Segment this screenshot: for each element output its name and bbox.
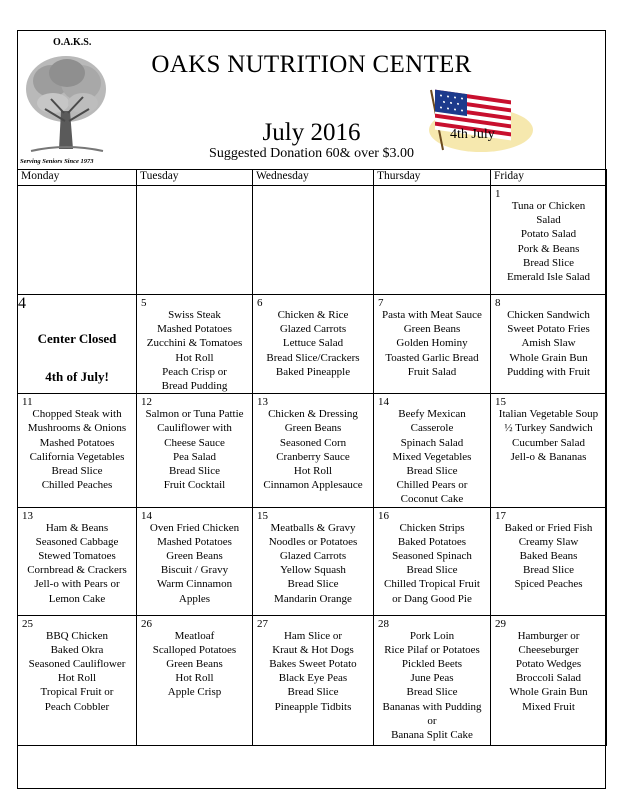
menu-item: Jell-o & Bananas [510, 450, 587, 463]
day-number: 11 [22, 396, 33, 409]
menu-item: Cranberry Sauce [276, 450, 350, 463]
day-cell [18, 295, 137, 394]
menu-item: Bread Slice [168, 465, 220, 478]
menu-item: Mashed Potatoes [157, 535, 232, 548]
menu-item: Kraut & Hot Dogs [272, 643, 354, 656]
menu-item: Zucchini & Tomatoes [146, 337, 243, 350]
day-number: 25 [22, 617, 33, 630]
menu-items [18, 508, 136, 606]
menu-item: Lettuce Salad [282, 337, 344, 350]
menu-item: Cheeseburger [518, 643, 579, 656]
menu-item: ½ Turkey Sandwich [504, 422, 593, 435]
day-cell [253, 186, 374, 295]
day-cell [137, 507, 253, 615]
menu-item: Stewed Tomatoes [38, 550, 116, 563]
donation-note: Suggested Donation 60& over $3.00 [209, 146, 414, 161]
menu-items [137, 295, 252, 393]
menu-items [491, 295, 606, 379]
day-cell [374, 615, 491, 745]
menu-item: Tropical Fruit or [40, 686, 114, 699]
day-number: 13 [257, 396, 268, 409]
menu-item: Chilled Peaches [41, 479, 113, 492]
menu-item: June Peas [410, 672, 454, 685]
day-cell [491, 394, 607, 507]
menu-items [491, 186, 606, 284]
menu-item: Fruit Salad [407, 365, 457, 378]
menu-item: Golden Hominy [396, 337, 468, 350]
menu-items [137, 186, 252, 199]
day-number: 8 [495, 297, 501, 309]
menu-item: Oven Fried Chicken [149, 521, 240, 534]
menu-item: Pork Loin [409, 629, 455, 642]
menu-item: Biscuit / Gravy [160, 564, 229, 577]
menu-item: or Dang Good Pie [392, 592, 472, 605]
day-number: 27 [257, 617, 268, 630]
week-row [18, 295, 607, 394]
closed-text: 4th of July! [45, 369, 109, 384]
week-row [18, 615, 607, 745]
weekday-friday: Friday [491, 170, 607, 186]
day-cell [491, 507, 607, 615]
menu-item: Scalloped Potatoes [152, 643, 237, 656]
menu-item: Hot Roll [175, 672, 214, 685]
menu-item: Cucumber Salad [511, 436, 585, 449]
menu-item: Hot Roll [175, 351, 214, 364]
menu-item: Chilled Tropical Fruit [384, 578, 480, 591]
menu-item: Baked Okra [50, 643, 104, 656]
menu-item: Mushrooms & Onions [27, 422, 127, 435]
menu-items [18, 394, 136, 492]
menu-item: Creamy Slaw [518, 535, 579, 548]
menu-item: Cauliflower with [157, 422, 232, 435]
menu-item: Seasoned Cauliflower [28, 658, 126, 671]
menu-items [253, 508, 373, 606]
menu-item: Mandarin Orange [274, 592, 352, 605]
menu-item: Baked or Fried Fish [504, 521, 593, 534]
menu-item: Pork & Beans [517, 242, 580, 255]
menu-item: Amish Slaw [521, 337, 576, 350]
menu-item: Peach Crisp or [162, 365, 227, 378]
menu-items [253, 186, 373, 199]
menu-item: Cornbread & Crackers [27, 564, 127, 577]
day-cell [374, 186, 491, 295]
menu-item: Pasta with Meat Sauce [382, 309, 482, 321]
day-number: 28 [378, 617, 389, 630]
menu-item: Fruit Cocktail [163, 479, 226, 492]
menu-item: Pineapple Tidbits [274, 700, 352, 713]
week-row [18, 507, 607, 615]
menu-item: Bread Slice [51, 465, 103, 478]
menu-item: Green Beans [284, 422, 342, 435]
menu-items [137, 616, 252, 700]
menu-calendar [17, 169, 607, 746]
day-number: 4 [18, 295, 26, 312]
day-cell [18, 186, 137, 295]
menu-item: Hot Roll [57, 672, 97, 685]
menu-items [374, 186, 490, 199]
menu-item: Chilled Pears or [396, 479, 468, 492]
menu-item: Bread Slice [406, 686, 458, 699]
day-number: 12 [141, 396, 152, 409]
menu-item: Baked Pineapple [275, 365, 351, 378]
menu-item: Baked Beans [519, 550, 578, 563]
menu-item: Chopped Steak with [32, 408, 122, 421]
weekday-tuesday: Tuesday [137, 170, 253, 186]
menu-item: Noodles or Potatoes [268, 535, 358, 548]
menu-item: Bread Slice [522, 256, 574, 269]
day-cell [253, 507, 374, 615]
menu-item: Potato Salad [520, 228, 577, 241]
menu-items [18, 186, 136, 199]
menu-item: Salad [536, 214, 561, 227]
tagline: Serving Seniors Since 1973 [20, 158, 94, 165]
menu-item: Chicken Sandwich [507, 309, 590, 321]
menu-item: Bread Slice/Crackers [266, 351, 360, 364]
menu-item: Lemon Cake [48, 592, 106, 605]
menu-item: Chicken Strips [399, 521, 465, 534]
day-number: 16 [378, 509, 389, 522]
day-cell [491, 186, 607, 295]
menu-item: Seasoned Corn [279, 436, 347, 449]
menu-item: Chicken & Rice [277, 309, 349, 321]
menu-item: Emerald Isle Salad [506, 271, 591, 284]
menu-page [17, 30, 606, 789]
day-number: 14 [141, 509, 152, 522]
menu-item: Bread Slice [287, 686, 339, 699]
menu-item: or [427, 714, 437, 727]
menu-item: Italian Vegetable Soup [498, 408, 599, 421]
menu-item: Toasted Garlic Bread [385, 351, 479, 364]
menu-item: Ham & Beans [45, 521, 109, 534]
menu-item: Bread Pudding [161, 380, 228, 393]
menu-item: Hot Roll [293, 465, 333, 478]
day-number: 26 [141, 617, 152, 630]
menu-item: Glazed Carrots [279, 550, 347, 563]
menu-item: Potato Wedges [515, 658, 582, 671]
month-title: July 2016 [262, 119, 361, 146]
menu-item: Meatballs & Gravy [270, 521, 356, 534]
menu-items [374, 616, 490, 743]
menu-item: Green Beans [403, 323, 461, 336]
menu-item: Broccoli Salad [515, 672, 582, 685]
menu-items [374, 394, 490, 506]
menu-item: Apple Crisp [167, 686, 222, 699]
flag-caption: 4th July [450, 127, 495, 142]
menu-item: Swiss Steak [168, 309, 221, 321]
menu-item: Mashed Potatoes [39, 436, 115, 449]
menu-item: Green Beans [166, 658, 223, 671]
day-cell [374, 295, 491, 394]
menu-item: Chicken & Dressing [268, 408, 358, 421]
menu-item: Sweet Potato Fries [507, 323, 590, 336]
day-number: 7 [378, 297, 384, 309]
org-short-name: O.A.K.S. [53, 37, 92, 48]
menu-items [253, 295, 373, 379]
menu-item: Green Beans [166, 550, 223, 563]
header [18, 31, 605, 169]
menu-item: Beefy Mexican [398, 408, 466, 421]
day-cell [137, 394, 253, 507]
day-number: 13 [22, 509, 33, 522]
menu-item: Peach Cobbler [44, 700, 110, 713]
day-number: 1 [495, 188, 501, 200]
day-cell [374, 394, 491, 507]
day-number: 5 [141, 297, 147, 309]
menu-item: Seasoned Spinach [392, 550, 472, 563]
menu-item: BBQ Chicken [45, 629, 109, 642]
menu-item: Mashed Potatoes [157, 323, 232, 336]
day-cell [137, 615, 253, 745]
menu-items [374, 508, 490, 606]
menu-item: Casserole [410, 422, 454, 435]
menu-item: Pea Salad [172, 450, 217, 463]
menu-item: Hamburger or [517, 629, 580, 642]
menu-item: Yellow Squash [280, 564, 346, 577]
menu-item: Pudding with Fruit [506, 365, 591, 378]
menu-item: Banana Split Cake [391, 729, 473, 742]
menu-item: Mixed Fruit [522, 700, 575, 713]
menu-item: Bananas with Pudding [382, 700, 482, 713]
day-cell [253, 295, 374, 394]
weekday-monday: Monday [18, 170, 137, 186]
menu-items [491, 508, 606, 592]
day-cell [253, 394, 374, 507]
menu-item: Salmon or Tuna Pattie [145, 408, 244, 421]
menu-items [374, 295, 490, 379]
menu-item: Black Eye Peas [278, 672, 348, 685]
menu-items [491, 394, 606, 464]
weekday-wednesday: Wednesday [253, 170, 374, 186]
menu-items [137, 508, 252, 606]
day-cell [491, 615, 607, 745]
menu-item: Mixed Vegetables [392, 450, 472, 463]
menu-item: Glazed Carrots [279, 323, 347, 336]
menu-item: Pickled Beets [401, 658, 463, 671]
day-number: 6 [257, 297, 263, 309]
us-flag-icon [423, 86, 535, 154]
day-cell [137, 295, 253, 394]
day-cell [491, 295, 607, 394]
weekday-thursday: Thursday [374, 170, 491, 186]
day-number: 29 [495, 617, 506, 630]
menu-item: Spinach Salad [400, 436, 464, 449]
weekday-header-row [18, 170, 607, 186]
day-number: 15 [257, 509, 268, 522]
day-cell [253, 615, 374, 745]
menu-item: California Vegetables [29, 450, 125, 463]
day-number: 15 [495, 396, 506, 409]
menu-item: Rice Pilaf or Potatoes [384, 643, 480, 656]
menu-item: Apples [178, 592, 211, 605]
week-row [18, 394, 607, 507]
day-number: 17 [495, 509, 506, 522]
menu-item: Jell-o with Pears or [34, 578, 120, 591]
menu-item: Whole Grain Bun [509, 351, 588, 364]
day-cell [374, 507, 491, 615]
menu-item: Bread Slice [522, 564, 574, 577]
menu-item: Warm Cinnamon [156, 578, 233, 591]
menu-item: Bread Slice [406, 564, 458, 577]
menu-item: Bakes Sweet Potato [269, 658, 357, 671]
day-cell [18, 394, 137, 507]
menu-items [18, 616, 136, 714]
menu-item: Tuna or Chicken [511, 200, 586, 212]
menu-item: Whole Grain Bun [509, 686, 588, 699]
day-cell [18, 615, 137, 745]
menu-item: Cinnamon Applesauce [263, 479, 363, 492]
menu-items [137, 394, 252, 492]
menu-items [253, 394, 373, 492]
menu-item: Cheese Sauce [164, 436, 225, 449]
menu-item: Bread Slice [287, 578, 339, 591]
closed-text [18, 351, 136, 365]
menu-item: Coconut Cake [400, 493, 464, 506]
closed-text: Center Closed [37, 331, 117, 346]
page-title: OAKS NUTRITION CENTER [151, 51, 472, 78]
menu-item: Bread Slice [406, 465, 458, 478]
closed-notice [18, 313, 136, 385]
menu-items [253, 616, 373, 714]
menu-item: Seasoned Cabbage [35, 535, 119, 548]
menu-item: Ham Slice or [283, 629, 343, 642]
day-cell [137, 186, 253, 295]
day-number: 14 [378, 396, 389, 409]
menu-item: Baked Potatoes [397, 535, 467, 548]
menu-items [491, 616, 606, 714]
menu-item: Meatloaf [174, 629, 215, 642]
week-row [18, 186, 607, 295]
menu-item: Spiced Peaches [514, 578, 583, 591]
day-cell [18, 507, 137, 615]
